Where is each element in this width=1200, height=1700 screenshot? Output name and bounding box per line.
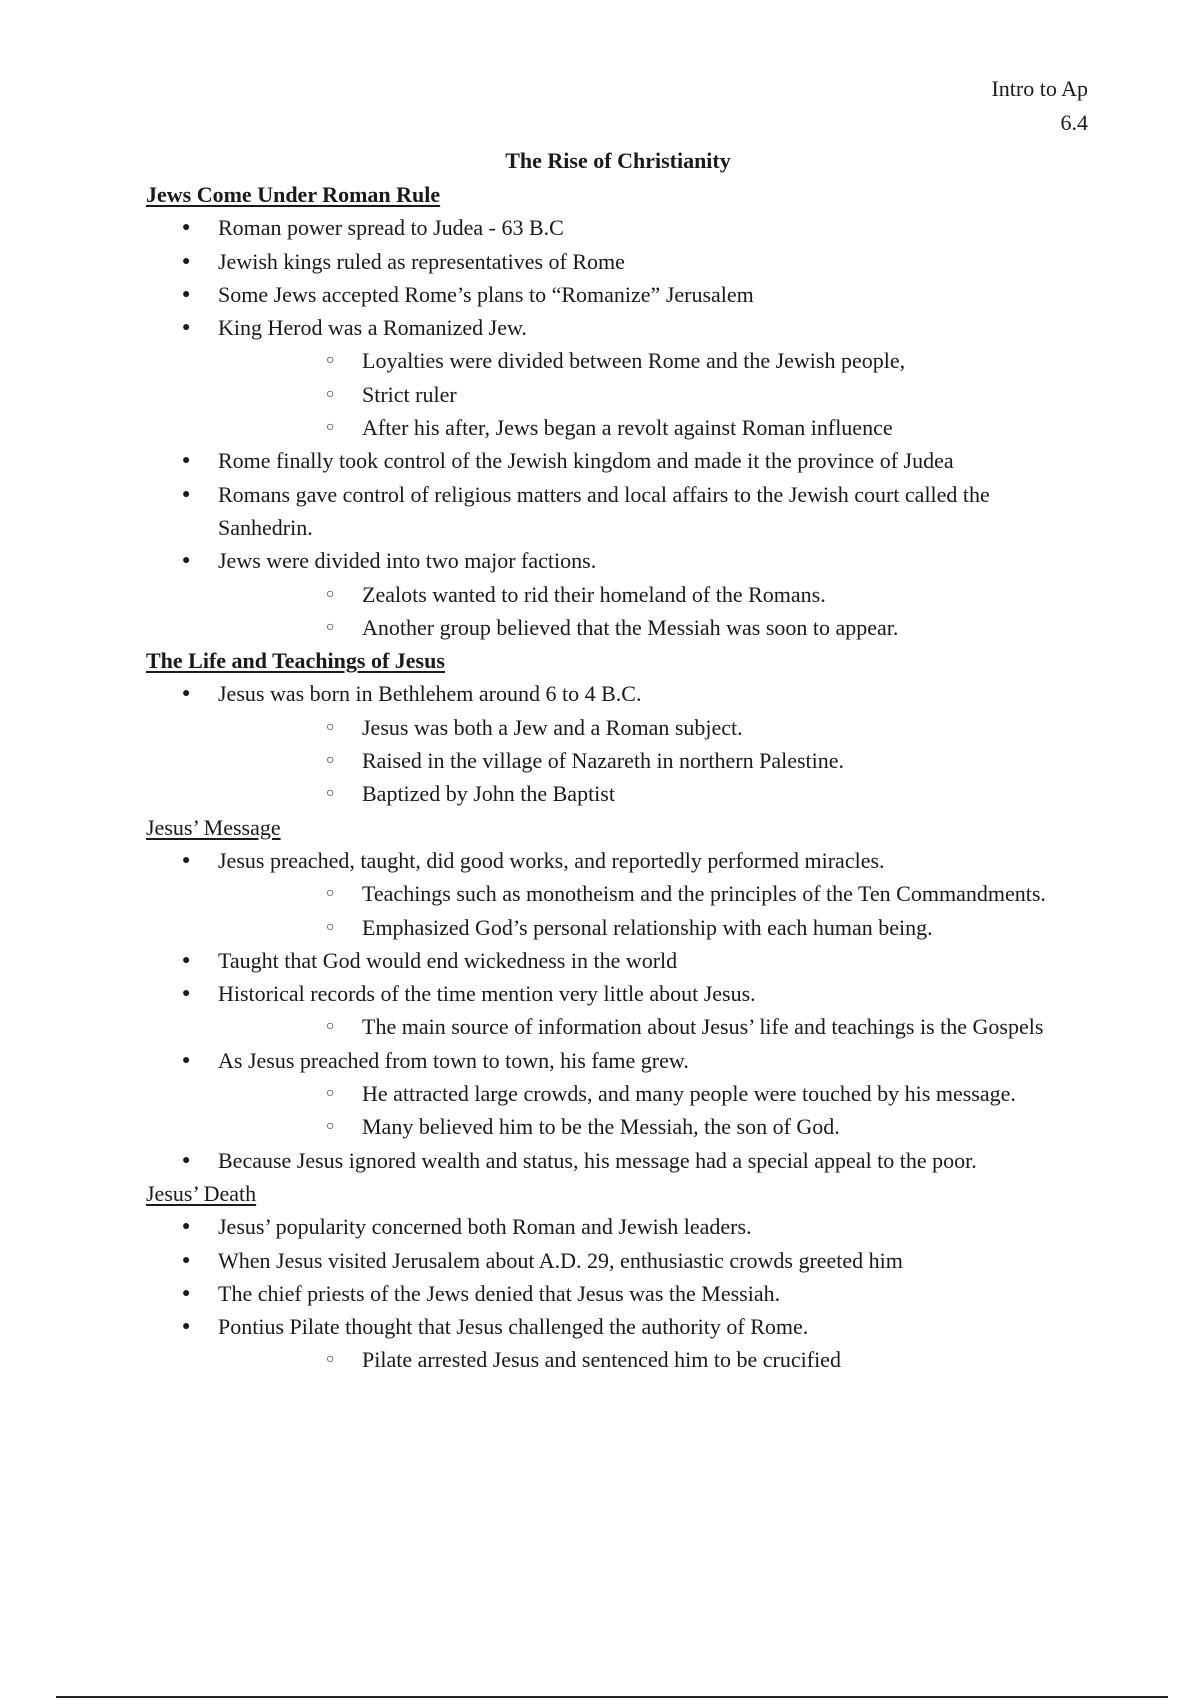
bullet-item — [146, 245, 1086, 278]
bullet-item — [146, 211, 1086, 244]
section-heading-line — [146, 1177, 1086, 1210]
bullet-text: Jesus was born in Bethlehem around 6 to 4 B.C. — [218, 681, 642, 707]
bullet-item — [146, 844, 1086, 944]
section-heading: Jews Come Under Roman Rule — [146, 182, 441, 207]
course-label: Intro to Ap — [991, 76, 1088, 101]
section-heading-line — [146, 811, 1086, 844]
bullet-text: Jesus’ popularity concerned both Roman and Jewish leaders. — [218, 1214, 752, 1240]
bullet-text: The chief priests of the Jews denied that Jesus was the Messiah. — [218, 1280, 781, 1306]
bullet-text: Historical records of the time mention very little about Jesus. — [218, 981, 756, 1007]
sub-bullet-item: ○ Loyalties were divided between Rome and the Jewish people, — [218, 344, 1086, 377]
bullet-text: Jews were divided into two major factions. — [218, 548, 597, 574]
page-bottom-rule — [56, 1696, 1168, 1698]
sub-bullet-item: ○ After his after, Jews began a revolt against Roman influence — [218, 411, 1086, 444]
bullet-item — [146, 1244, 1086, 1277]
sub-bullet-item: ○ He attracted large crowds, and many people were touched by his message. — [218, 1077, 1086, 1110]
section-heading-line — [146, 178, 1086, 211]
sub-bullet-item: ○ Jesus was both a Jew and a Roman subject. — [218, 711, 1086, 744]
bullet-text: Because Jesus ignored wealth and status, his message had a special appeal to the poor. — [218, 1147, 977, 1173]
bullet-text: Pontius Pilate thought that Jesus challenged the authority of Rome. — [218, 1314, 809, 1340]
bullet-text: King Herod was a Romanized Jew. — [218, 315, 527, 341]
bullet-text: Jewish kings ruled as representatives of Rome — [218, 248, 625, 274]
bullet-text: Taught that God would end wickedness in the world — [218, 947, 678, 973]
section-heading-line — [146, 644, 1086, 677]
bullet-item — [146, 1044, 1086, 1144]
bullet-text: Jesus preached, taught, did good works, and reportedly performed miracles. — [218, 847, 885, 873]
sub-bullet-list — [218, 578, 1086, 645]
sub-bullet-item: ○ Pilate arrested Jesus and sentenced him to be crucified — [218, 1343, 1086, 1376]
bullet-list — [146, 677, 1086, 810]
sub-bullet-item: ○ Strict ruler — [218, 378, 1086, 411]
sub-bullet-item: ○ Emphasized God’s personal relationship with each human being. — [218, 911, 1086, 944]
sub-bullet-list — [218, 1343, 1086, 1376]
bullet-text: Rome finally took control of the Jewish kingdom and made it the province of Judea — [218, 448, 954, 474]
bullet-item — [146, 677, 1086, 810]
bullet-item — [146, 977, 1086, 1044]
bullet-text: As Jesus preached from town to town, his fame grew. — [218, 1047, 689, 1073]
bullet-text: When Jesus visited Jerusalem about A.D. 29, enthusiastic crowds greeted him — [218, 1247, 903, 1273]
sub-bullet-item: ○ Zealots wanted to rid their homeland of the Romans. — [218, 578, 1086, 611]
document-title: The Rise of Christianity — [505, 148, 731, 173]
sub-bullet-list — [218, 711, 1086, 811]
bullet-list — [146, 844, 1086, 1177]
bullet-item — [146, 1144, 1086, 1177]
sub-bullet-item: ○ Teachings such as monotheism and the principles of the Ten Commandments. — [218, 877, 1086, 910]
sub-bullet-list — [218, 877, 1086, 944]
bullet-item — [146, 944, 1086, 977]
bullet-item — [146, 1310, 1086, 1377]
sub-bullet-item: ○ Baptized by John the Baptist — [218, 777, 1086, 810]
bullet-text: Romans gave control of religious matters and local affairs to the Jewish court called the Sanhedrin. — [218, 481, 990, 540]
bullet-item — [146, 311, 1086, 444]
sub-bullet-list — [218, 1077, 1086, 1144]
bullet-list — [146, 1210, 1086, 1376]
sub-bullet-item: ○ Another group believed that the Messiah was soon to appear. — [218, 611, 1086, 644]
sub-bullet-item: ○ Many believed him to be the Messiah, the son of God. — [218, 1110, 1086, 1143]
section-heading: Jesus’ Message — [146, 814, 281, 840]
bullet-list — [146, 211, 1086, 644]
sub-bullet-item: ○ Raised in the village of Nazareth in northern Palestine. — [218, 744, 1086, 777]
sub-bullet-list — [218, 1010, 1086, 1043]
bullet-text: Some Jews accepted Rome’s plans to “Romanize” Jerusalem — [218, 281, 754, 307]
page-header — [991, 72, 1088, 140]
bullet-item — [146, 444, 1086, 477]
section-heading: Jesus’ Death — [146, 1180, 257, 1206]
bullet-text: Roman power spread to Judea - 63 B.C — [218, 215, 564, 241]
section-heading: The Life and Teachings of Jesus — [146, 648, 445, 674]
bullet-item — [146, 544, 1086, 644]
section-number: 6.4 — [1060, 110, 1088, 135]
sub-bullet-item: ○ The main source of information about Jesus’ life and teachings is the Gospels — [218, 1010, 1086, 1043]
bullet-item — [146, 1210, 1086, 1243]
bullet-item — [146, 278, 1086, 311]
bullet-item — [146, 1277, 1086, 1310]
sub-bullet-list — [218, 344, 1086, 444]
notes-body — [146, 178, 1086, 1377]
bullet-item — [146, 478, 1086, 545]
